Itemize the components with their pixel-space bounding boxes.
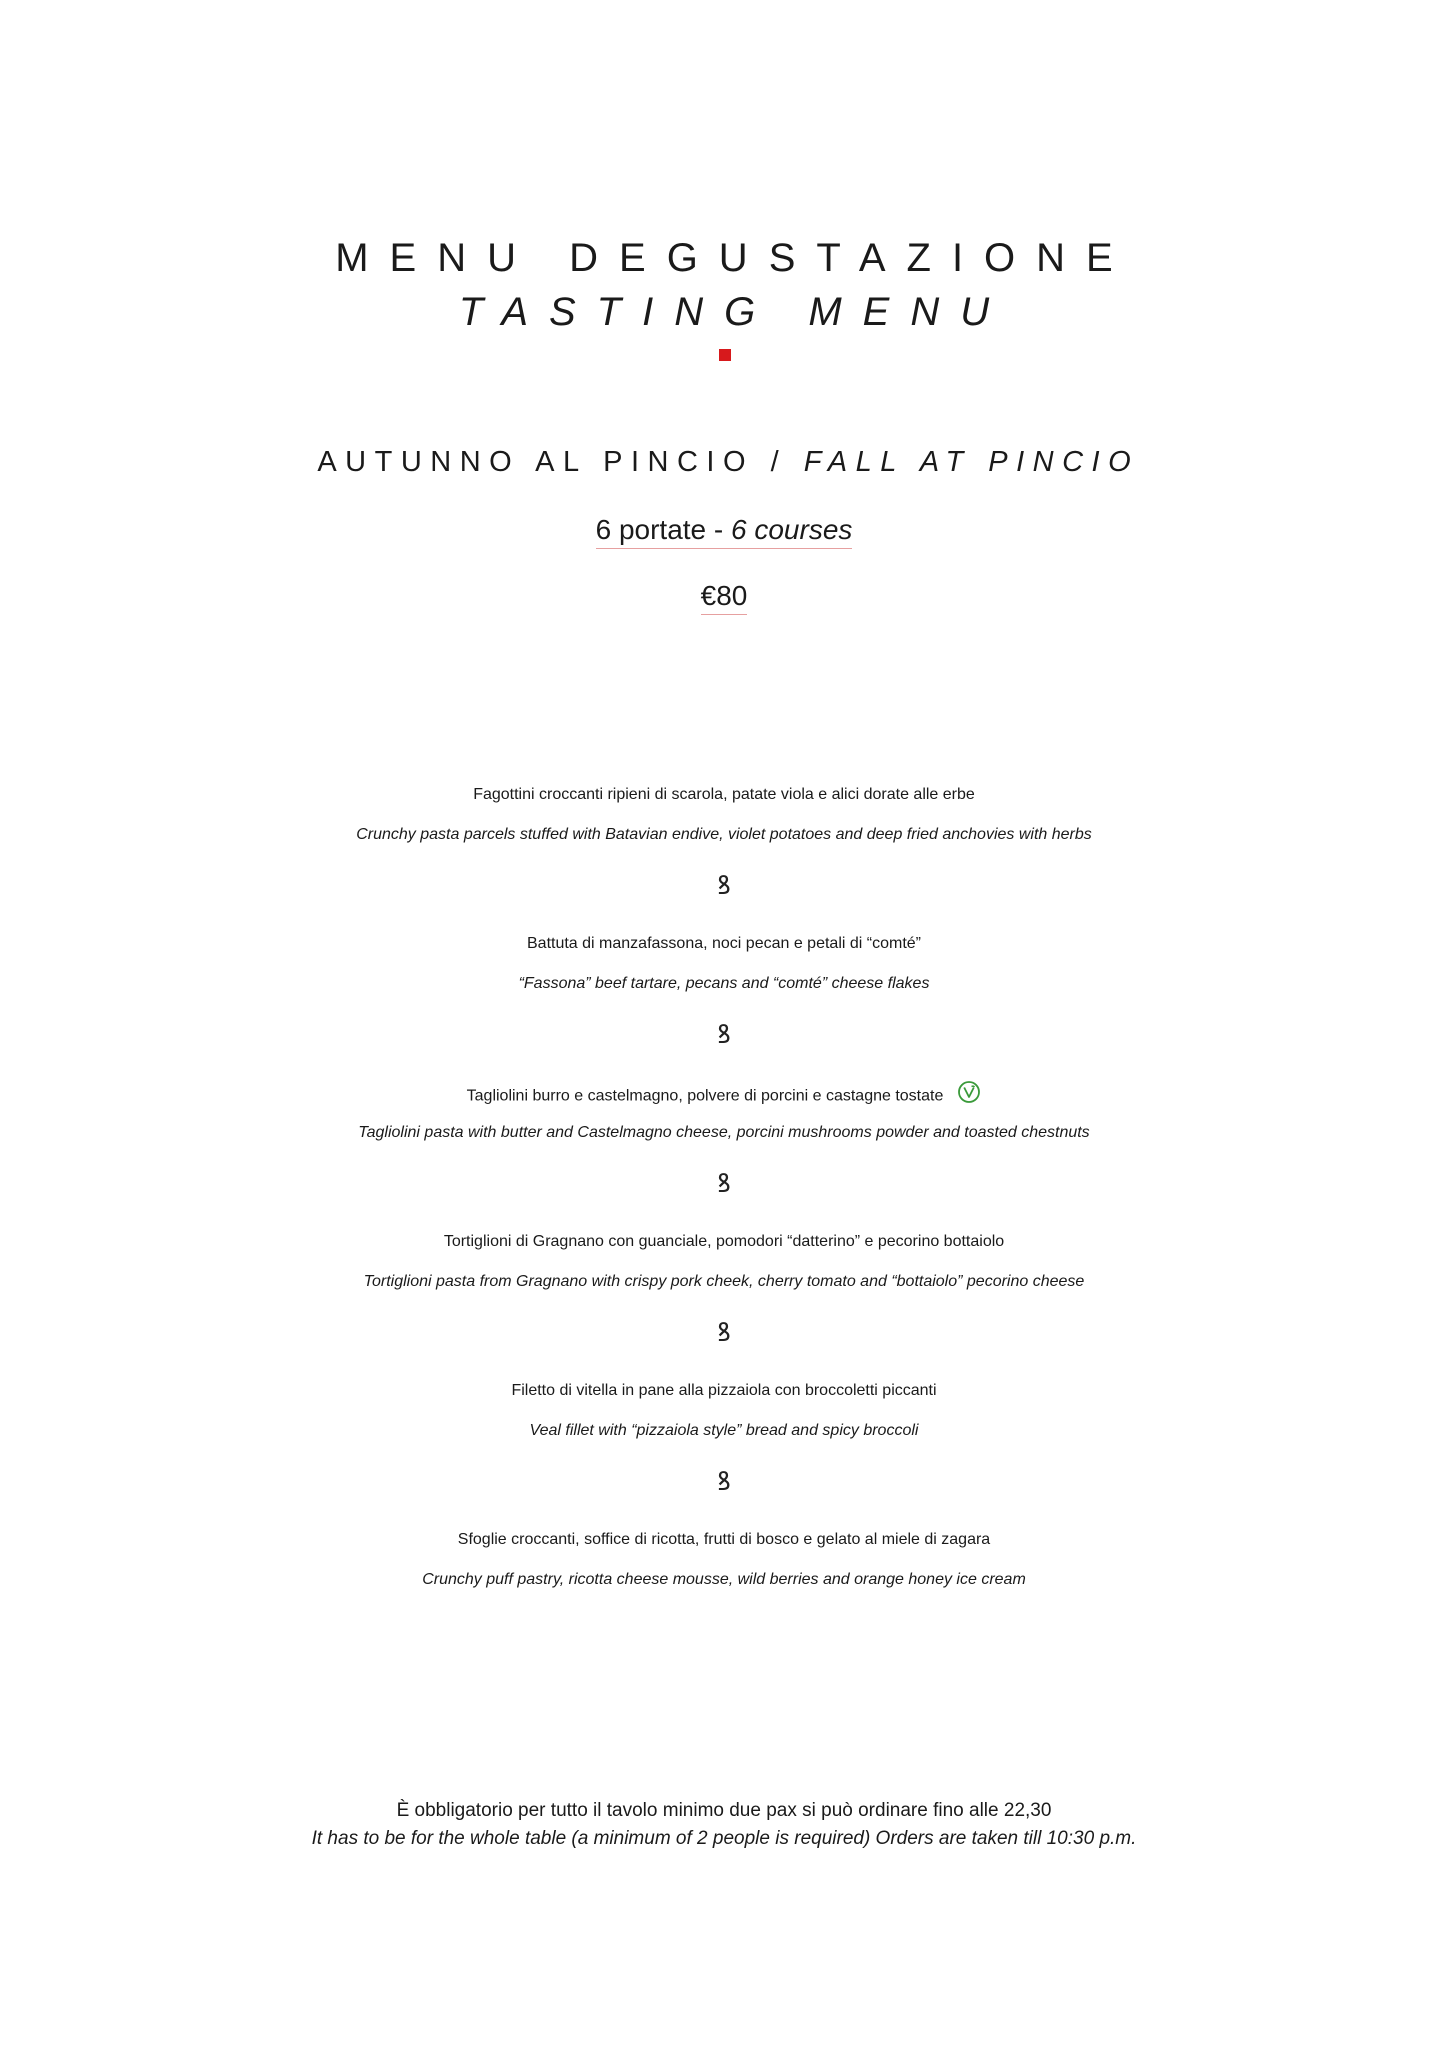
dish-4-italian: Tortiglioni di Gragnano con guanciale, pomodori “datterino” e pecorino bottaiolo (443, 1233, 1005, 1250)
dish-separator-icon: ꝸ (717, 1019, 731, 1049)
menu-name-english: FALL AT PINCIO (803, 446, 1140, 478)
footer-note-english: It has to be for the whole table (a minimum of 2 people is required) Orders are taken till 10:30 p.m. (311, 1828, 1137, 1849)
dish-6-english: Crunchy puff pastry, ricotta cheese mousse, wild berries and orange honey ice cream (422, 1571, 1026, 1588)
red-square-ornament (719, 349, 731, 361)
courses-underline (596, 514, 853, 549)
menu-title-english: TASTING MENU (458, 290, 1011, 334)
menu-name-italian: AUTUNNO AL PINCIO / (317, 446, 788, 478)
dish-separator-icon: ꝸ (717, 1466, 731, 1496)
dish-4-english: Tortiglioni pasta from Gragnano with crispy pork cheek, cherry tomato and “bottaiolo” pecorino cheese (363, 1273, 1085, 1290)
dish-3-italian: Tagliolini burro e castelmagno, polvere di porcini e castagne tostate (466, 1087, 944, 1105)
dish-separator-icon: ꝸ (717, 1317, 731, 1347)
dish-3-italian-line (0, 1084, 1448, 1109)
dish-5-italian: Filetto di vitella in pane alla pizzaiola con broccoletti piccanti (511, 1382, 937, 1399)
footer-note-italian: È obbligatorio per tutto il tavolo minimo due pax si può ordinare fino alle 22,30 (396, 1800, 1052, 1821)
menu-title-italian: MENU DEGUSTAZIONE (335, 236, 1134, 280)
dish-separator-icon: ꝸ (717, 1168, 731, 1198)
dish-1-english: Crunchy pasta parcels stuffed with Batavian endive, violet potatoes and deep fried anchovies with herbs (356, 826, 1092, 843)
courses-italian: 6 portate - (595, 514, 731, 545)
dish-1-italian: Fagottini croccanti ripieni di scarola, patate viola e alici dorate alle erbe (473, 786, 975, 803)
vegetarian-icon (957, 1080, 981, 1109)
dish-5-english: Veal fillet with “pizzaiola style” bread and spicy broccoli (529, 1422, 919, 1439)
dish-3-english: Tagliolini pasta with butter and Castelmagno cheese, porcini mushrooms powder and toasted chestnuts (358, 1124, 1090, 1141)
menu-subtitle (0, 446, 1448, 479)
menu-price (0, 580, 1448, 615)
dish-separator-icon: ꝸ (717, 870, 731, 900)
dish-6-italian: Sfoglie croccanti, soffice di ricotta, frutti di bosco e gelato al miele di zagara (457, 1531, 991, 1548)
courses-english: 6 courses (731, 514, 853, 545)
courses-count (0, 514, 1448, 549)
price-value: €80 (701, 580, 748, 615)
dish-2-english: “Fassona” beef tartare, pecans and “comté” cheese flakes (518, 975, 930, 992)
dish-2-italian: Battuta di manzafassona, noci pecan e petali di “comté” (527, 935, 921, 952)
